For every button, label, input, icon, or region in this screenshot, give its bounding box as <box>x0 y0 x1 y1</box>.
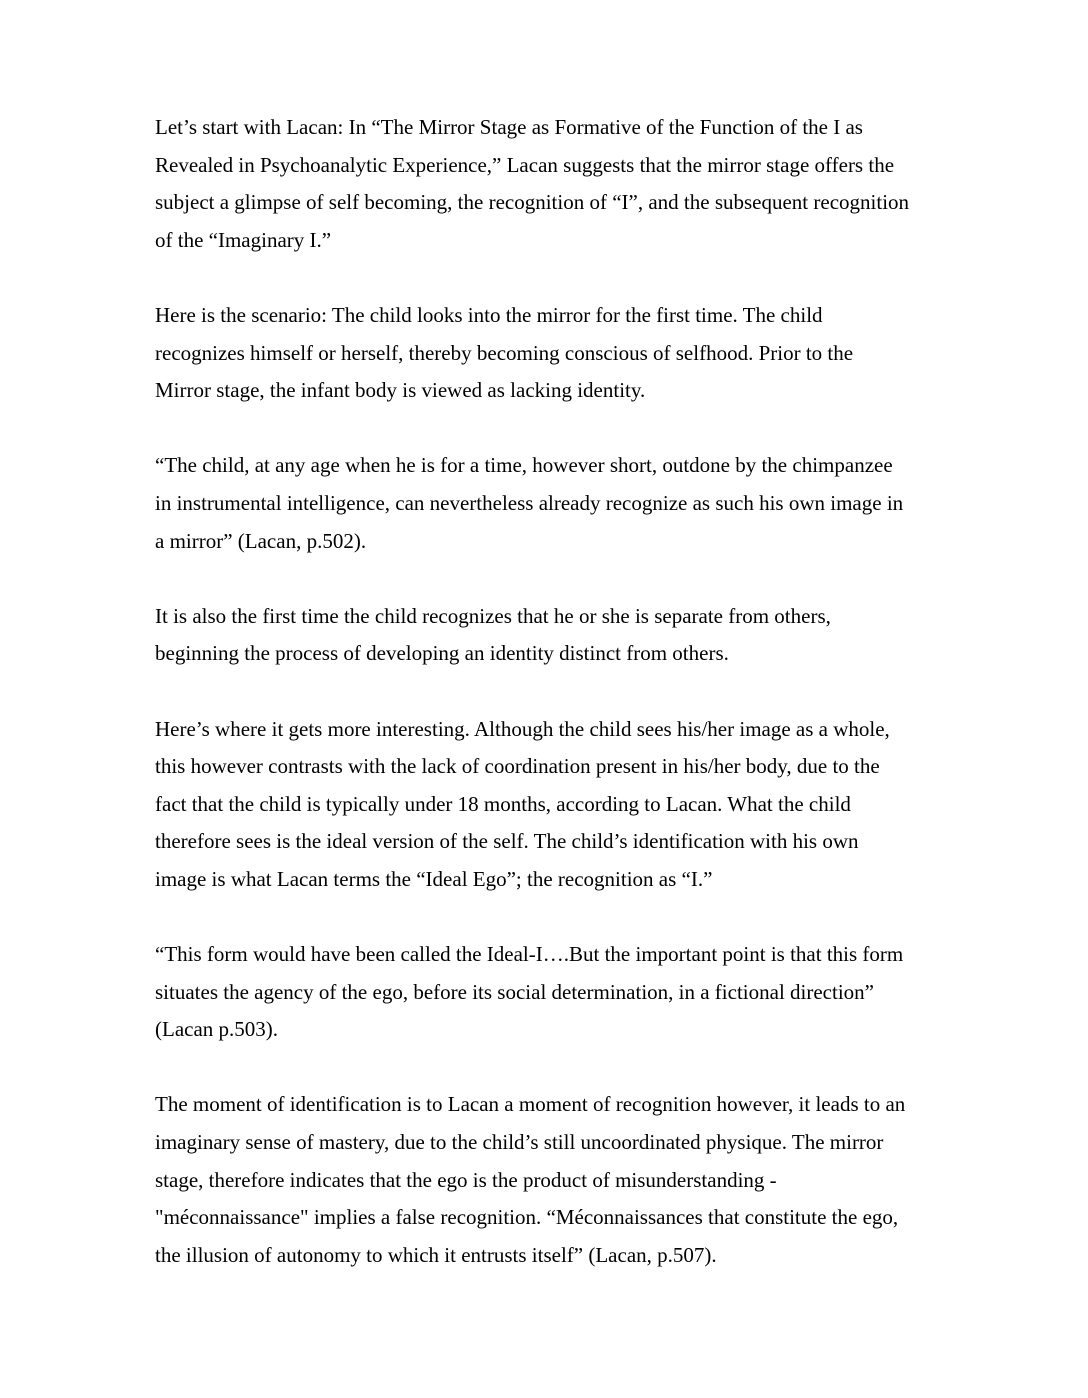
text-line: situates the agency of the ego, before its social determination, in a fictional direction” <box>155 979 874 1004</box>
paragraph-6-quote <box>155 936 955 1049</box>
paragraph-3-quote <box>155 447 955 560</box>
text-line: in instrumental intelligence, can nevertheless already recognize as such his own image in <box>155 490 904 515</box>
text-line: this however contrasts with the lack of coordination present in his/her body, due to the <box>155 754 880 779</box>
text-line: imaginary sense of mastery, due to the child’s still uncoordinated physique. The mirror <box>155 1130 884 1155</box>
text-line: Here is the scenario: The child looks into the mirror for the first time. The child <box>155 302 823 327</box>
text-line: a mirror” (Lacan, p.502). <box>155 528 367 553</box>
text-line: Let’s start with Lacan: In “The Mirror Stage as Formative of the Function of the I as <box>155 115 863 139</box>
text-line: “The child, at any age when he is for a time, however short, outdone by the chimpanzee <box>155 453 893 478</box>
text-line: The moment of identification is to Lacan a moment of recognition however, it leads to an <box>155 1092 906 1117</box>
paragraph-2 <box>155 297 955 410</box>
text-line: beginning the process of developing an identity distinct from others. <box>155 641 729 666</box>
document-body <box>155 109 955 1274</box>
paragraph-4 <box>155 598 955 673</box>
text-line: recognizes himself or herself, thereby becoming conscious of selfhood. Prior to the <box>155 340 854 365</box>
paragraph-7 <box>155 1086 955 1274</box>
text-line: Revealed in Psychoanalytic Experience,” Lacan suggests that the mirror stage offers the <box>155 152 895 177</box>
text-line: (Lacan p.503). <box>155 1017 279 1042</box>
text-line: Here’s where it gets more interesting. Although the child sees his/her image as a whole, <box>155 716 890 741</box>
text-line: the illusion of autonomy to which it entrusts itself” (Lacan, p.507). <box>155 1242 717 1267</box>
text-line: It is also the first time the child recognizes that he or she is separate from others, <box>155 603 831 628</box>
paragraph-1 <box>155 109 955 259</box>
text-line: fact that the child is typically under 18 months, according to Lacan. What the child <box>155 791 851 816</box>
paragraph-5 <box>155 711 955 899</box>
text-line: therefore sees is the ideal version of the self. The child’s identification with his own <box>155 829 859 854</box>
text-line: stage, therefore indicates that the ego is the product of misunderstanding - <box>155 1167 777 1192</box>
text-line: of the “Imaginary I.” <box>155 227 332 252</box>
text-line: “This form would have been called the Ideal-I….But the important point is that this form <box>155 942 904 967</box>
text-line: subject a glimpse of self becoming, the recognition of “I”, and the subsequent recognition <box>155 190 910 215</box>
text-line: Mirror stage, the infant body is viewed as lacking identity. <box>155 378 646 403</box>
text-line: "méconnaissance" implies a false recognition. “Méconnaissances that constitute the ego, <box>155 1205 899 1230</box>
text-line: image is what Lacan terms the “Ideal Ego”; the recognition as “I.” <box>155 866 713 891</box>
